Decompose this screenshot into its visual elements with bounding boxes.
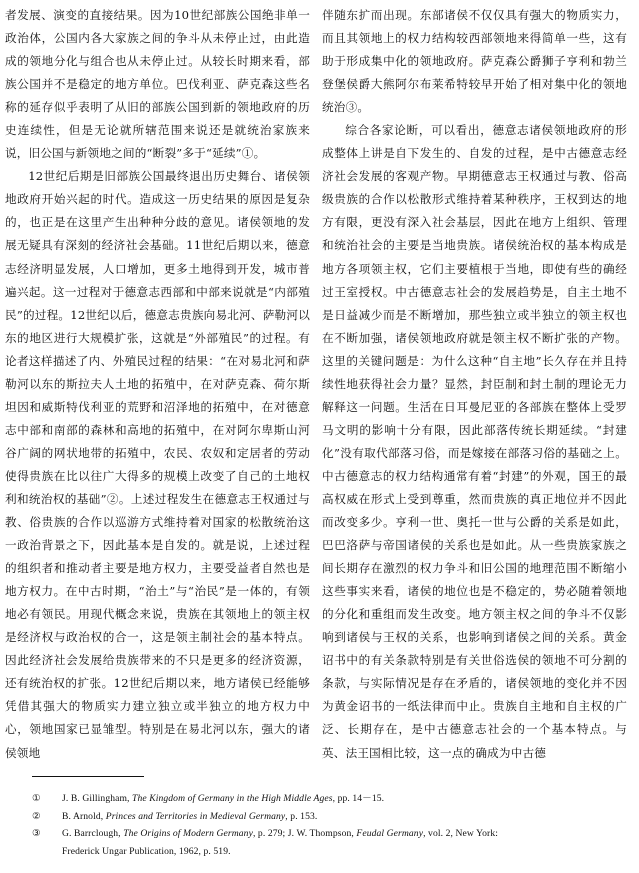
footnote-2 — [32, 808, 632, 826]
footnote-marker: ① — [32, 793, 41, 804]
footnote-book-title: The Kingdom of Germany in the High Middle Ages — [132, 793, 333, 804]
footnote-text — [62, 790, 632, 808]
footnote-3 — [32, 825, 632, 843]
footnote-pages: , p. 153. — [285, 810, 318, 822]
footnote-book-title: The Origins of Modern Germany — [123, 828, 253, 839]
paragraph-synthesis: 综合各家论断，可以看出，德意志诸侯领地政府的形成整体上讲是自下发生的、自发的过程，是中古德意志经济社会发展的客观产物。早期德意志王权通过与教、俗高级贵族的合作以松散形式维持着某种秩序，王权到达的地方有限，更没有深入社会基层，因此在地方上组织、管理和统治社会的主要是当地贵族。诸侯统治权的基本构成是地方各项领主权，它们主要植根于当地，即使有些的确经过王室授权。中古德意志社会的发展趋势是，自主土地不是日益减少而是不断增加，那些独立或半独立的领主权也在不断加强，诸侯领地政府就是领主权不断扩张的产物。这里的关键问题是：为什么这种“自主地”长久存在并且持续性地获得社会力量？显然，封臣制和封土制的理论无力解释这一问题。生活在日耳曼尼亚的各部族在整体上受罗马文明的影响十分有限，因此部落传统长期延续。“封建化”没有取代部落习俗，而是嫁接在部落习俗的基础之上。中古德意志的权力结构通常有着“封建”的外观，国王的最高权威在形式上受到尊重，然而贵族的真正地位并不因此而改变多少。亨利一世、奥托一世与公爵的关系是如此，巴巴洛萨与帝国诸侯的关系也是如此。从一些贵族家族之间长期存在激烈的权力争斗和旧公国的地理范围不断缩小这些事实来看，诸侯的地位也是不稳定的，势必随着领地的分化和重组而发生改变。地方领主权之间的争斗不仅影响到诸侯与王权的关系，也影响到诸侯之间的关系。黄金诏书中的有关条款特别是有关世俗选侯的领地不可分割的条款，与实际情况是存在矛盾的，诸侯领地的变化并不因为黄金诏书的一纸法律而中止。贵族自主地和自主权的广泛、长期存在，是中古德意志社会的一个基本特点。与英、法王国相比较，这一点的确成为中古德 — [322, 123, 627, 760]
footnote-book-title-2: Feudal Germany — [356, 828, 424, 839]
footnote-text — [62, 808, 632, 826]
footnote-1 — [32, 790, 632, 808]
footnote-author: B. Arnold, — [62, 810, 106, 822]
footnote-author: J. B. Gillingham, — [62, 793, 133, 804]
left-column — [5, 4, 310, 765]
footnote-divider — [32, 776, 144, 777]
footnote-marker: ② — [32, 810, 41, 822]
footnote-author: G. Barrclough, — [62, 828, 124, 839]
footnote-marker: ③ — [32, 828, 41, 839]
paragraph-12th-century: 12世纪后期是旧部族公国最终退出历史舞台、诸侯领地政府开始兴起的时代。造成这一历史结果的原因是复杂的，也正是在这里产生出种种分歧的意见。诸侯领地的发展无疑具有深刻的经济社会基础。11世纪后期以来，德意志经济明显发展，人口增加，更多土地得到开发，城市普遍兴起。这一过程对于德意志西部和中部来说就是“内部殖民”的过程。12世纪以后，德意志贵族向易北河、萨勒河以东的地区进行大规模扩张，这就是“外部殖民”的过程。有论者这样描述了内、外殖民过程的结果：“在对易北河和萨勒河以东的斯拉夫人土地的拓殖中，在对萨克森、荷尔斯坦因和威斯特伐利亚的荒野和沼泽地的拓殖中，在对德意志中部和南部的森林和高地的拓殖中，在对阿尔卑斯山河谷广阔的网状地带的拓殖中，农民、农奴和定居者的劳动使得贵族在比以往广大得多的规模上改变了自己的土地权利和统治权的基础”②。上述过程发生在德意志王权通过与教、俗贵族的合作以巡游方式维持着对国家的松散统治这一政治背景之下，因此基本是自发的。就是说，上述过程的组织者和推动者主要是地方权力，主要受益者自然也是地方权力。在中古时期，“治土”与“治民”是一体的，有领地必有领民。用现代概念来说，贵族在其领地上的领主权是经济权与政治权的合一，这是领主制社会的基本特点。因此经济社会发展给贵族带来的不只是更多的经济资源，还有统治权的扩张。12世纪后期以来，地方诸侯已经能够凭借其强大的物质实力建立独立或半独立的地方权力中心，领地国家已显雏型。特别是在易北河以东，强大的诸侯领地 — [5, 169, 310, 760]
footnote-pages: , pp. 14－15. — [332, 793, 385, 804]
footnote-pages: , p. 279; J. W. Thompson, — [252, 828, 357, 839]
footnote-publisher: , vol. 2, New York: — [423, 828, 498, 839]
footnotes — [32, 790, 632, 860]
footnote-book-title: Princes and Territories in Medieval Germany — [105, 810, 286, 822]
right-column — [322, 4, 627, 765]
paragraph-continuation: 者发展、演变的直接结果。因为10世纪部族公国绝非单一政治体，公国内各大家族之间的争斗从未停止过，由此造成的领地分化与组合也从未停止过。从较长时期来看，部族公国并不是稳定的地方单位。巴伐利亚、萨克森这些名称的延存似乎表明了从旧的部族公国到新的领地政府的历史连续性，但是无论就所辖范围来说还是就统治家族来说，旧公国与新领地之间的“断裂”多于“延续”①。 — [5, 8, 310, 161]
paragraph-eastern-princes: 伴随东扩而出现。东部诸侯不仅仅具有强大的物质实力，而且其领地上的权力结构较西部领地来得简单一些，这有助于形成集中化的领地政府。萨克森公爵狮子亨利和勃兰登堡侯爵大熊阿尔布莱希特较早开始了相对集中化的领地统治③。 — [322, 8, 627, 115]
footnote-text — [62, 825, 632, 843]
footnote-3-continuation: Frederick Ungar Publication, 1962, p. 519. — [62, 845, 231, 857]
